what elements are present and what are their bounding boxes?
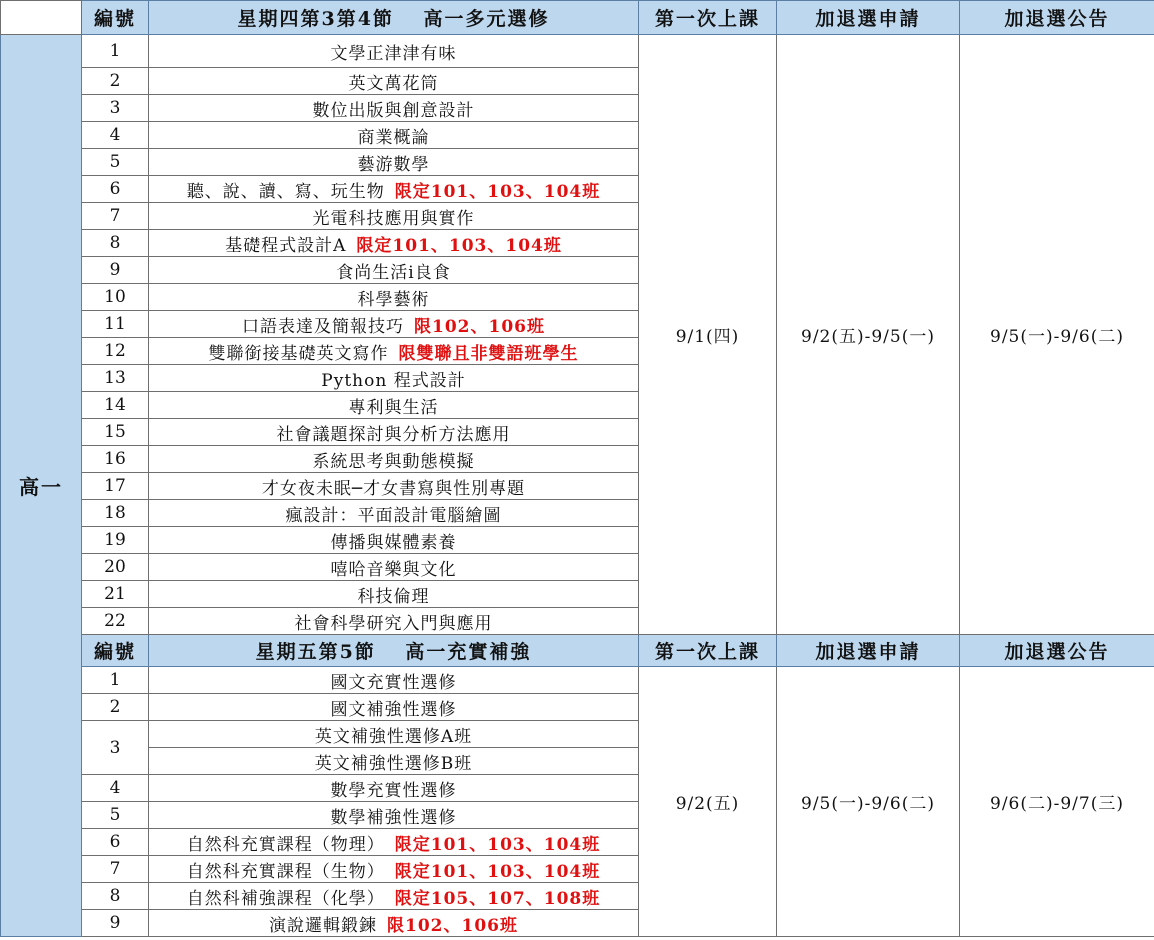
course-name-cell [149,257,639,284]
course-number: 13 [82,365,149,392]
course-number: 1 [82,667,149,694]
course-number: 9 [82,910,149,937]
restriction-note: 限定101、103、104班 [394,181,601,202]
course-name: 雙聯銜接基礎英文寫作 [208,343,389,364]
course-name-cell [149,500,639,527]
header-section1-title: 星期四第3第4節 高一多元選修 [149,1,639,35]
table-row [1,667,1154,694]
course-name: 基礎程式設計A [225,235,347,256]
header-number: 編號 [82,1,149,35]
course-name: 演說邏輯鍛鍊 [269,915,377,936]
course-name: 國文補強性選修 [330,699,457,720]
course-name: 數位出版與創意設計 [312,100,475,121]
course-name-cell [149,910,639,937]
course-name: 英文補強性選修A班 [314,726,473,747]
course-number: 3 [82,95,149,122]
course-name: 自然科充實課程（物理） [186,834,385,855]
course-number: 21 [82,581,149,608]
course-number: 15 [82,419,149,446]
course-name: 專利與生活 [348,397,439,418]
header-first-class: 第一次上課 [639,635,777,667]
course-name-cell [149,829,639,856]
course-name: 口語表達及簡報技巧 [242,316,404,337]
add-drop-apply-period: 9/2(五)-9/5(一) [777,35,960,635]
course-number: 9 [82,257,149,284]
course-name: 聽、說、讀、寫、玩生物 [186,181,385,202]
course-name-cell [149,68,639,95]
course-name-cell [149,338,639,365]
course-number: 4 [82,122,149,149]
course-number: 19 [82,527,149,554]
add-drop-notice-period: 9/6(二)-9/7(三) [960,667,1154,937]
course-name: 科學藝術 [357,289,430,310]
table-row [1,35,1154,68]
restriction-note: 限雙聯且非雙語班學生 [398,343,579,364]
course-name-cell [149,311,639,338]
course-number: 12 [82,338,149,365]
course-number: 1 [82,35,149,68]
header-section2-title: 星期五第5節 高一充實補強 [149,635,639,667]
course-name: 科技倫理 [357,586,430,607]
course-number: 18 [82,500,149,527]
course-name-cell [149,230,639,257]
course-number: 7 [82,203,149,230]
course-name-cell [149,365,639,392]
course-name-cell [149,176,639,203]
course-name: 才女夜未眠─才女書寫與性別專題 [261,478,526,499]
course-name: 嘻哈音樂與文化 [330,559,457,580]
course-name-cell [149,35,639,68]
course-number: 16 [82,446,149,473]
course-name: 文學正津津有味 [330,43,457,64]
restriction-note: 限定101、103、104班 [356,235,562,256]
first-class-date: 9/1(四) [639,35,777,635]
course-number: 20 [82,554,149,581]
course-name-cell [149,446,639,473]
course-number: 2 [82,694,149,721]
header-add-drop-apply: 加退選申請 [777,1,960,35]
course-number: 22 [82,608,149,635]
course-name: 光電科技應用與實作 [312,208,475,229]
course-name: 數學補強性選修 [330,807,457,828]
course-number: 8 [82,230,149,257]
header-add-drop-apply: 加退選申請 [777,635,960,667]
course-number: 3 [82,721,149,775]
course-name-cell [149,608,639,635]
restriction-note: 限定101、103、104班 [394,834,601,855]
course-name: 系統思考與動態模擬 [312,451,475,472]
course-name-cell [149,667,639,694]
course-number: 14 [82,392,149,419]
course-name-cell [149,721,639,748]
course-name-cell [149,554,639,581]
course-number: 8 [82,883,149,910]
course-name-cell [149,527,639,554]
header-number: 編號 [82,635,149,667]
restriction-note: 限定105、107、108班 [394,888,601,909]
restriction-note: 限102、106班 [414,316,545,337]
course-name-cell [149,284,639,311]
header-add-drop-notice: 加退選公告 [960,635,1154,667]
course-name-cell [149,748,639,775]
course-name-cell [149,392,639,419]
course-name-cell [149,149,639,176]
course-name: 英文補強性選修B班 [314,753,473,774]
section1-header-row [1,1,1154,35]
course-number: 6 [82,176,149,203]
course-name: 瘋設計：平面設計電腦繪圖 [285,505,502,526]
course-name: 自然科充實課程（生物） [186,861,385,882]
course-name: 自然科補強課程（化學） [186,888,385,909]
add-drop-notice-period: 9/5(一)-9/6(二) [960,35,1154,635]
course-number: 10 [82,284,149,311]
course-name-cell [149,883,639,910]
course-name: 食尚生活i良食 [336,262,451,283]
course-name: 社會科學研究入門與應用 [294,613,493,634]
course-name-cell [149,802,639,829]
course-name-cell [149,473,639,500]
restriction-note: 限定101、103、104班 [394,861,601,882]
header-add-drop-notice: 加退選公告 [960,1,1154,35]
course-name: 國文充實性選修 [330,672,457,693]
grade-label: 高一 [1,35,82,937]
course-name: 商業概論 [357,127,430,148]
add-drop-apply-period: 9/5(一)-9/6(二) [777,667,960,937]
course-name: 英文萬花筒 [348,73,439,94]
course-number: 5 [82,149,149,176]
restriction-note: 限102、106班 [387,915,518,936]
course-number: 7 [82,856,149,883]
course-name-cell [149,419,639,446]
header-first-class: 第一次上課 [639,1,777,35]
course-name-cell [149,581,639,608]
course-name-cell [149,122,639,149]
course-name: 藝游數學 [357,154,430,175]
first-class-date: 9/2(五) [639,667,777,937]
section2-header-row [1,635,1154,667]
course-name: 社會議題探討與分析方法應用 [276,424,511,445]
course-name-cell [149,203,639,230]
course-name-cell [149,95,639,122]
course-name-cell [149,856,639,883]
course-number: 17 [82,473,149,500]
course-number: 11 [82,311,149,338]
course-number: 2 [82,68,149,95]
course-name: 傳播與媒體素養 [330,532,457,553]
course-number: 4 [82,775,149,802]
course-name-cell [149,775,639,802]
course-name-cell [149,694,639,721]
course-number: 5 [82,802,149,829]
corner-cell [1,1,82,35]
course-number: 6 [82,829,149,856]
course-name: Python 程式設計 [321,370,466,391]
course-name: 數學充實性選修 [330,780,457,801]
